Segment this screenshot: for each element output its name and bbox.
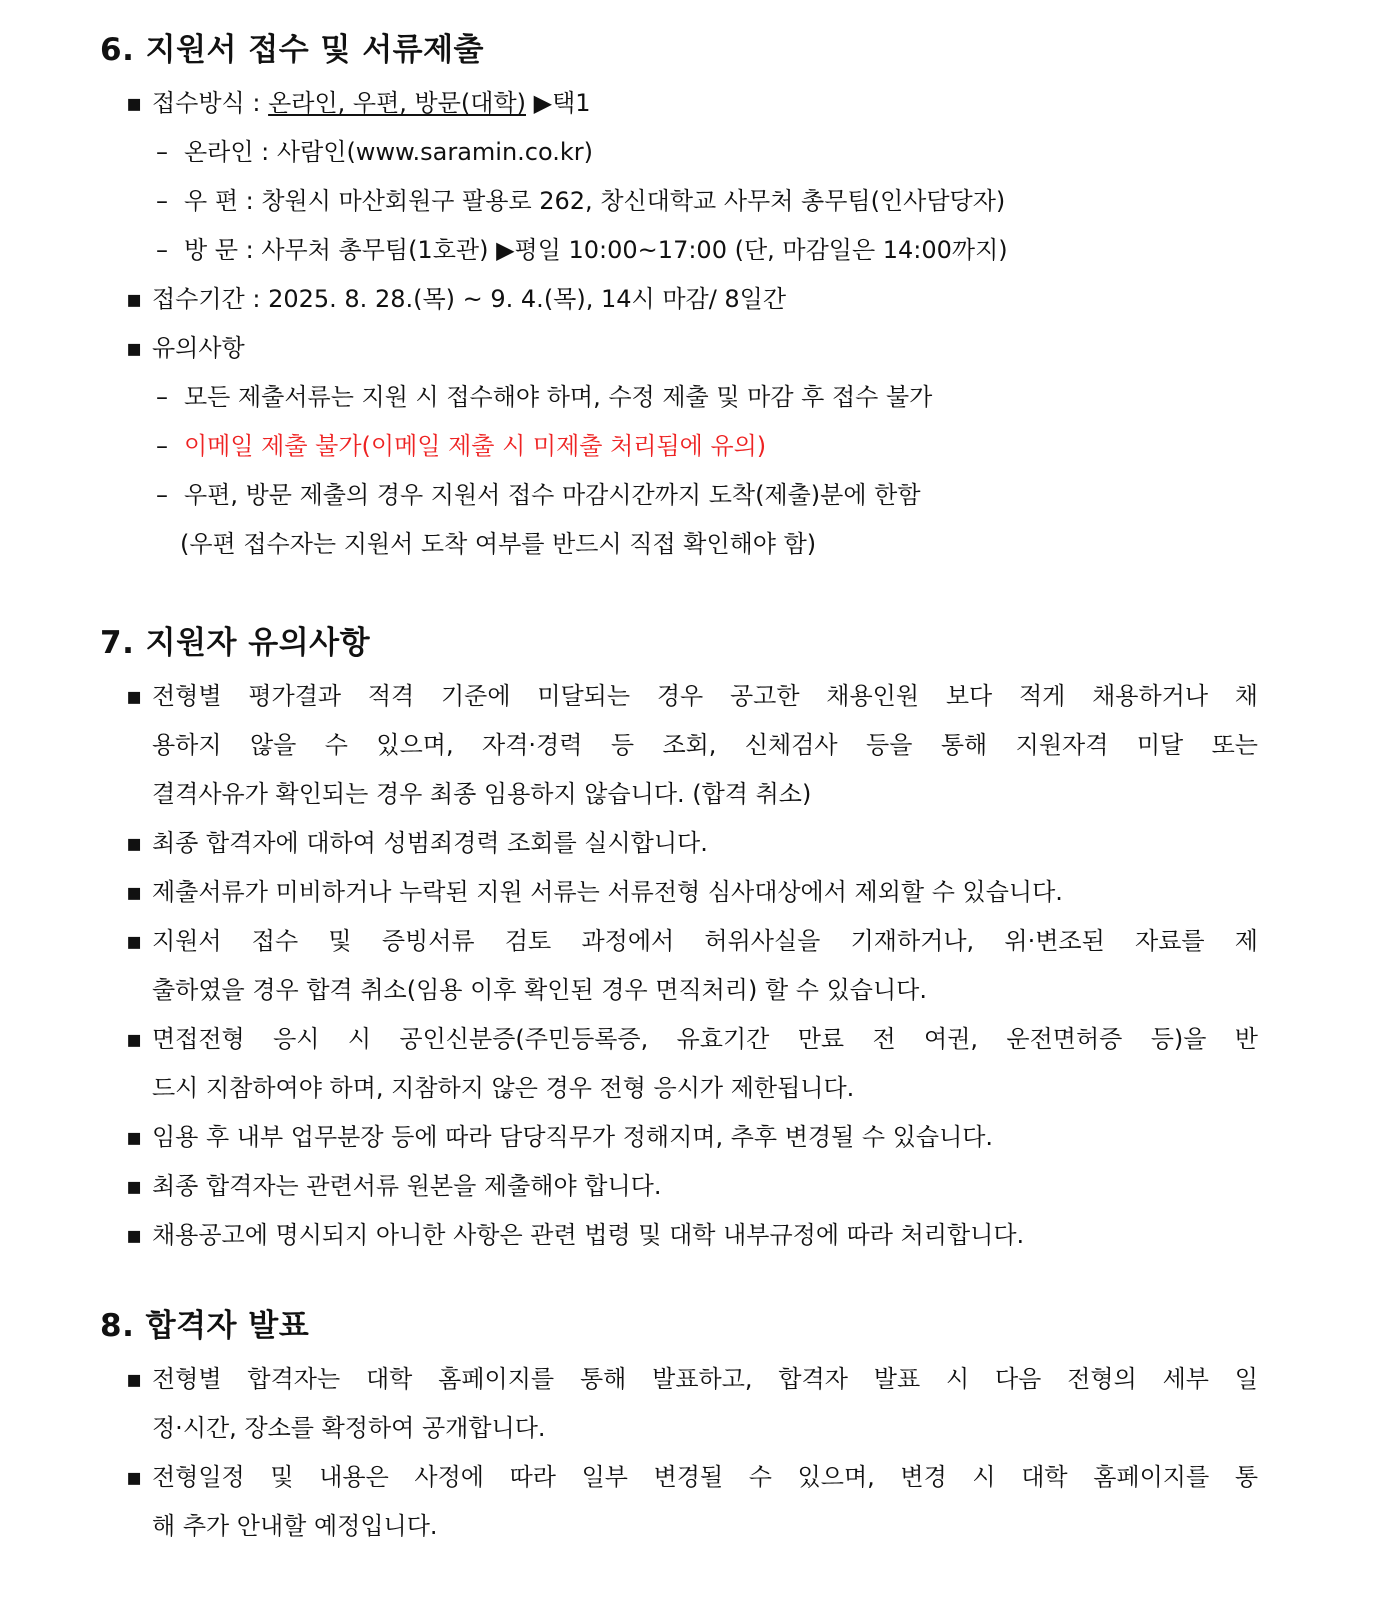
visit-method: – 방 문 : 사무처 총무팀(1호관) ▶평일 10:00~17:00 (단, 마감일은 14:00까지) xyxy=(156,235,1008,265)
s8-bullet-1-text-1: ▪ 전형별 합격자는 대학 홈페이지를 통해 발표하고, 합격자 발표 시 다음 전형의 세부 일 xyxy=(152,1365,1258,1393)
s7-bullet-5-text-1: ▪ 면접전형 응시 시 공인신분증(주민등록증, 유효기간 만료 전 여권, 운전면허증 등)을 반 xyxy=(152,1025,1258,1053)
section-8-title: 8. 합격자 발표 xyxy=(100,1308,310,1344)
s7-bullet-5-line-2: 드시 지참하여야 하며, 지참하지 않은 경우 전형 응시가 제한됩니다. xyxy=(152,1074,855,1102)
note-3-continued: (우편 접수자는 지원서 도착 여부를 반드시 직접 확인해야 함) xyxy=(180,530,817,558)
submission-method xyxy=(126,88,591,118)
s8-bullet-2-line-2: 해 추가 안내할 예정입니다. xyxy=(152,1512,438,1540)
section-6-title: 6. 지원서 접수 및 서류제출 xyxy=(100,32,484,68)
s8-bullet-2-text-1: ▪ 전형일정 및 내용은 사정에 따라 일부 변경될 수 있으며, 변경 시 대학 홈페이지를 통 xyxy=(152,1463,1258,1491)
s7-bullet-4-line-2: 출하였을 경우 합격 취소(임용 이후 확인된 경우 면직처리) 할 수 있습니다. xyxy=(152,976,927,1004)
submission-method-label: 접수방식 : xyxy=(152,89,269,117)
s7-bullet-1-text-2: 용하지 않을 수 있으며, 자격·경력 등 조회, 신체검사 등을 통해 지원자격 미달 또는 xyxy=(152,731,1258,759)
s7-bullet-1-text-1: ▪ 전형별 평가결과 적격 기준에 미달되는 경우 공고한 채용인원 보다 적게 채용하거나 채 xyxy=(152,682,1258,710)
s7-bullet-2: ▪ 최종 합격자에 대하여 성범죄경력 조회를 실시합니다. xyxy=(126,828,708,858)
s7-bullet-4-text-1: ▪ 지원서 접수 및 증빙서류 검토 과정에서 허위사실을 기재하거나, 위·변조된 자료를 제 xyxy=(152,927,1258,955)
s7-bullet-4-line-1 xyxy=(126,926,1258,956)
s7-bullet-6: ▪ 임용 후 내부 업무분장 등에 따라 담당직무가 정해지며, 추후 변경될 수 있습니다. xyxy=(126,1122,993,1152)
s8-bullet-2-line-1 xyxy=(126,1462,1258,1492)
note-1: – 모든 제출서류는 지원 시 접수해야 하며, 수정 제출 및 마감 후 접수 불가 xyxy=(156,382,932,412)
s7-bullet-8: ▪ 채용공고에 명시되지 아니한 사항은 관련 법령 및 대학 내부규정에 따라 처리합니다. xyxy=(126,1220,1024,1250)
s8-bullet-1-line-2: 정·시간, 장소를 확정하여 공개합니다. xyxy=(152,1414,546,1442)
s7-bullet-7: ▪ 최종 합격자는 관련서류 원본을 제출해야 합니다. xyxy=(126,1171,661,1201)
s8-bullet-1-line-1 xyxy=(126,1364,1258,1394)
post-method: – 우 편 : 창원시 마산회원구 팔용로 262, 창신대학교 사무처 총무팀(인사담당자) xyxy=(156,186,1005,216)
note-2-warning-text: 이메일 제출 불가(이메일 제출 시 미제출 처리됨에 유의) xyxy=(184,432,767,460)
note-2 xyxy=(156,431,766,461)
s7-bullet-1-line-1 xyxy=(126,681,1258,711)
note-3: – 우편, 방문 제출의 경우 지원서 접수 마감시간까지 도착(제출)분에 한함 xyxy=(156,480,921,510)
s7-bullet-5-line-1 xyxy=(126,1024,1258,1054)
section-7-title: 7. 지원자 유의사항 xyxy=(100,625,371,661)
online-method: – 온라인 : 사람인(www.saramin.co.kr) xyxy=(156,137,593,167)
submission-period: ▪ 접수기간 : 2025. 8. 28.(목) ~ 9. 4.(목), 14시 마감/ 8일간 xyxy=(126,284,786,314)
submission-method-value: 온라인, 우편, 방문(대학) xyxy=(268,89,526,117)
notes-label: ▪ 유의사항 xyxy=(126,333,245,363)
submission-method-tail: ▶택1 xyxy=(526,89,591,117)
s7-bullet-1-line-3: 결격사유가 확인되는 경우 최종 임용하지 않습니다. (합격 취소) xyxy=(152,780,812,808)
s7-bullet-1-line-2 xyxy=(152,730,1258,760)
s7-bullet-3: ▪ 제출서류가 미비하거나 누락된 지원 서류는 서류전형 심사대상에서 제외할 수 있습니다. xyxy=(126,877,1063,907)
